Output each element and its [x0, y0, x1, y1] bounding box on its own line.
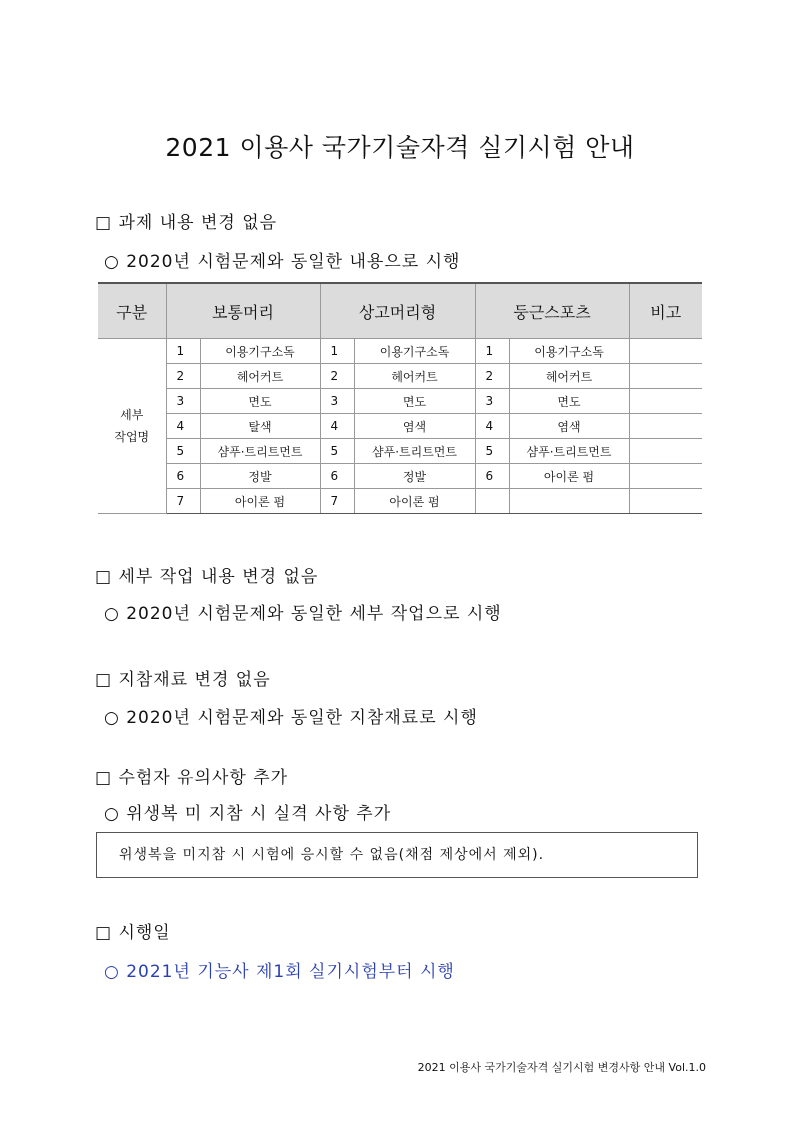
task-name: 탈색: [200, 414, 320, 439]
task-name: 아이론 펌: [200, 489, 320, 514]
task-number: 2: [166, 364, 200, 389]
section-sub-date: ○ 2021년 기능사 제1회 실기시험부터 시행: [104, 962, 455, 982]
table-row: [98, 464, 702, 489]
row-label: [98, 339, 166, 514]
task-number: 1: [475, 339, 509, 364]
table-header-row: [98, 283, 702, 339]
section-sub-detail: ○ 2020년 시험문제와 동일한 세부 작업으로 시행: [104, 604, 502, 624]
notice-box: 위생복을 미지참 시 시험에 응시할 수 없음(채점 제상에서 제외).: [96, 832, 698, 878]
page-title: 2021 이용사 국가기술자격 실기시험 안내: [165, 133, 635, 162]
section-sub-materials: ○ 2020년 시험문제와 동일한 지참재료로 시행: [104, 708, 478, 728]
section-heading-materials: □ 지참재료 변경 없음: [95, 670, 271, 690]
task-name: 샴푸·트리트먼트: [509, 439, 629, 464]
task-name: 헤어커트: [200, 364, 320, 389]
task-number: 6: [475, 464, 509, 489]
task-number: 4: [475, 414, 509, 439]
task-name: 샴푸·트리트먼트: [200, 439, 320, 464]
header-round-sports: 둥근스포츠: [475, 283, 629, 339]
section-heading-task: □ 과제 내용 변경 없음: [95, 213, 278, 233]
task-name: 면도: [200, 389, 320, 414]
task-number: 4: [166, 414, 200, 439]
task-name: 이용기구소독: [509, 339, 629, 364]
header-sanggo-hair: 상고머리형: [320, 283, 475, 339]
remarks-cell: [629, 414, 702, 439]
task-name: 정발: [354, 464, 475, 489]
task-number: 4: [320, 414, 354, 439]
task-number: 1: [166, 339, 200, 364]
table-row: [98, 414, 702, 439]
remarks-cell: [629, 364, 702, 389]
task-name: 면도: [509, 389, 629, 414]
section-heading-date: □ 시행일: [95, 923, 171, 943]
table-row: [98, 439, 702, 464]
task-number: 6: [166, 464, 200, 489]
section-heading-detail: □ 세부 작업 내용 변경 없음: [95, 567, 319, 587]
task-number: 3: [320, 389, 354, 414]
task-number: 5: [475, 439, 509, 464]
task-name: [509, 489, 629, 514]
header-regular-hair: 보통머리: [166, 283, 320, 339]
task-number: [475, 489, 509, 514]
task-number: 7: [166, 489, 200, 514]
task-name: 이용기구소독: [354, 339, 475, 364]
remarks-cell: [629, 339, 702, 364]
task-number: 5: [166, 439, 200, 464]
task-name: 아이론 펌: [354, 489, 475, 514]
section-heading-notice: □ 수험자 유의사항 추가: [95, 768, 289, 788]
task-name: 헤어커트: [354, 364, 475, 389]
task-name: 염색: [509, 414, 629, 439]
task-table: [98, 282, 702, 514]
task-name: 샴푸·트리트먼트: [354, 439, 475, 464]
task-name: 헤어커트: [509, 364, 629, 389]
task-number: 6: [320, 464, 354, 489]
remarks-cell: [629, 389, 702, 414]
task-name: 이용기구소독: [200, 339, 320, 364]
section-sub-notice: ○ 위생복 미 지참 시 실격 사항 추가: [104, 804, 392, 824]
task-name: 아이론 펌: [509, 464, 629, 489]
table-row: [98, 489, 702, 514]
task-number: 2: [475, 364, 509, 389]
table-row: [98, 389, 702, 414]
task-name: 면도: [354, 389, 475, 414]
task-number: 1: [320, 339, 354, 364]
task-name: 정발: [200, 464, 320, 489]
header-category: 구분: [98, 283, 166, 339]
remarks-cell: [629, 489, 702, 514]
task-number: 7: [320, 489, 354, 514]
row-label-line1: 세부: [120, 408, 144, 422]
section-sub-task: ○ 2020년 시험문제와 동일한 내용으로 시행: [104, 252, 461, 272]
table-row: [98, 364, 702, 389]
task-number: 2: [320, 364, 354, 389]
task-number: 5: [320, 439, 354, 464]
table-row: [98, 339, 702, 364]
page-footer: 2021 이용사 국가기술자격 실기시험 변경사항 안내 Vol.1.0: [417, 1061, 706, 1074]
row-label-line2: 작업명: [114, 430, 150, 444]
task-number: 3: [166, 389, 200, 414]
remarks-cell: [629, 464, 702, 489]
header-remarks: 비고: [629, 283, 702, 339]
task-name: 염색: [354, 414, 475, 439]
remarks-cell: [629, 439, 702, 464]
task-number: 3: [475, 389, 509, 414]
